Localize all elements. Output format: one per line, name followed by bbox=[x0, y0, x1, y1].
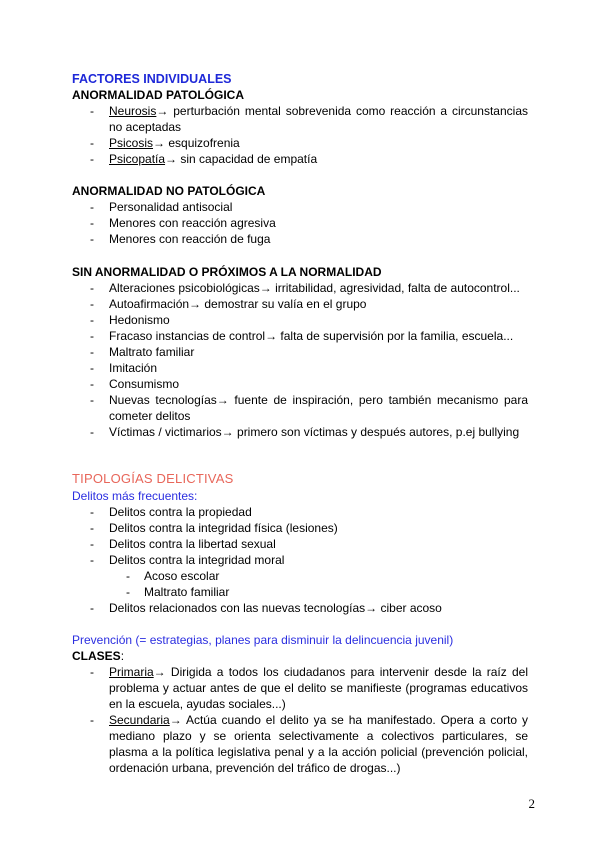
list-item: - Maltrato familiar bbox=[90, 345, 195, 359]
list-item: - Delitos contra la propiedad bbox=[90, 505, 252, 519]
list-item: - Imitación bbox=[90, 361, 158, 375]
list-item: - Psicosis→ esquizofrenia bbox=[90, 136, 240, 150]
prevention-heading: Prevención (= estrategias, planes para disminuir la delincuencia juvenil) bbox=[72, 633, 454, 647]
section-title: TIPOLOGÍAS DELICTIVAS bbox=[72, 471, 234, 486]
list-item: - Delitos contra la libertad sexual bbox=[90, 537, 276, 551]
sub-list-item: - Acoso escolar bbox=[126, 569, 220, 583]
list-item: - Consumismo bbox=[90, 377, 180, 391]
group-no-patologica bbox=[72, 183, 528, 247]
list-item: - Delitos contra la integridad moral bbox=[90, 553, 285, 567]
list-item: - Psicopatía→ sin capacidad de empatía bbox=[90, 152, 318, 166]
section-title: FACTORES INDIVIDUALES bbox=[72, 72, 232, 86]
clases-heading: CLASES: bbox=[72, 649, 125, 663]
list-item: - Menores con reacción agresiva bbox=[90, 216, 276, 230]
list-item: - Nuevas tecnologías→ fuente de inspiración, pero también mecanismo para cometer delitos bbox=[90, 393, 528, 423]
subtitle: Delitos más frecuentes: bbox=[72, 489, 198, 503]
list-item: - Delitos relacionados con las nuevas tecnologías→ ciber acoso bbox=[90, 601, 442, 615]
section-tipologias bbox=[72, 471, 528, 616]
list-item: - Secundaria→ Actúa cuando el delito ya se ha manifestado. Opera a corto y mediano plazo y se orienta selectivamente a colectivos particulares, se plasma a la política legislativa penal y a la acción policial (prevención policial, ordenación urbana, prevención del tráfico de drogas...) bbox=[90, 713, 528, 775]
list-item: - Delitos contra la integridad física (lesiones) bbox=[90, 521, 338, 535]
group-title-patologica: ANORMALIDAD PATOLÓGICA bbox=[72, 88, 244, 102]
section-prevencion bbox=[72, 632, 528, 776]
group-sin-anormalidad bbox=[72, 264, 528, 440]
list-item: - Personalidad antisocial bbox=[90, 200, 233, 214]
list-item: - Hedonismo bbox=[90, 313, 170, 327]
section-factores-individuales bbox=[72, 71, 528, 167]
list-item: - Menores con reacción de fuga bbox=[90, 232, 271, 246]
list-item: - Víctimas / victimarios→ primero son víctimas y después autores, p.ej bullying bbox=[90, 425, 520, 439]
sub-list-item: - Maltrato familiar bbox=[126, 585, 230, 599]
group-title-sin-anormalidad: SIN ANORMALIDAD O PRÓXIMOS A LA NORMALIDAD bbox=[72, 265, 382, 279]
list-item: - Alteraciones psicobiológicas→ irritabilidad, agresividad, falta de autocontrol... bbox=[90, 281, 520, 295]
page-number: 2 bbox=[528, 796, 535, 811]
list-item: - Fracaso instancias de control→ falta de supervisión por la familia, escuela... bbox=[90, 329, 514, 343]
list-item: - Autoafirmación→ demostrar su valía en el grupo bbox=[90, 297, 367, 311]
list-item: - Primaria→ Dirigida a todos los ciudadanos para intervenir desde la raíz del problema y actuar antes de que el delito se manifieste (programas educativos en la escuela, ayudas sociales...) bbox=[90, 665, 528, 711]
list-item: - Neurosis→ perturbación mental sobrevenida como reacción a circunstancias no aceptadas bbox=[90, 104, 528, 134]
group-title-no-patologica: ANORMALIDAD NO PATOLÓGICA bbox=[72, 184, 266, 198]
